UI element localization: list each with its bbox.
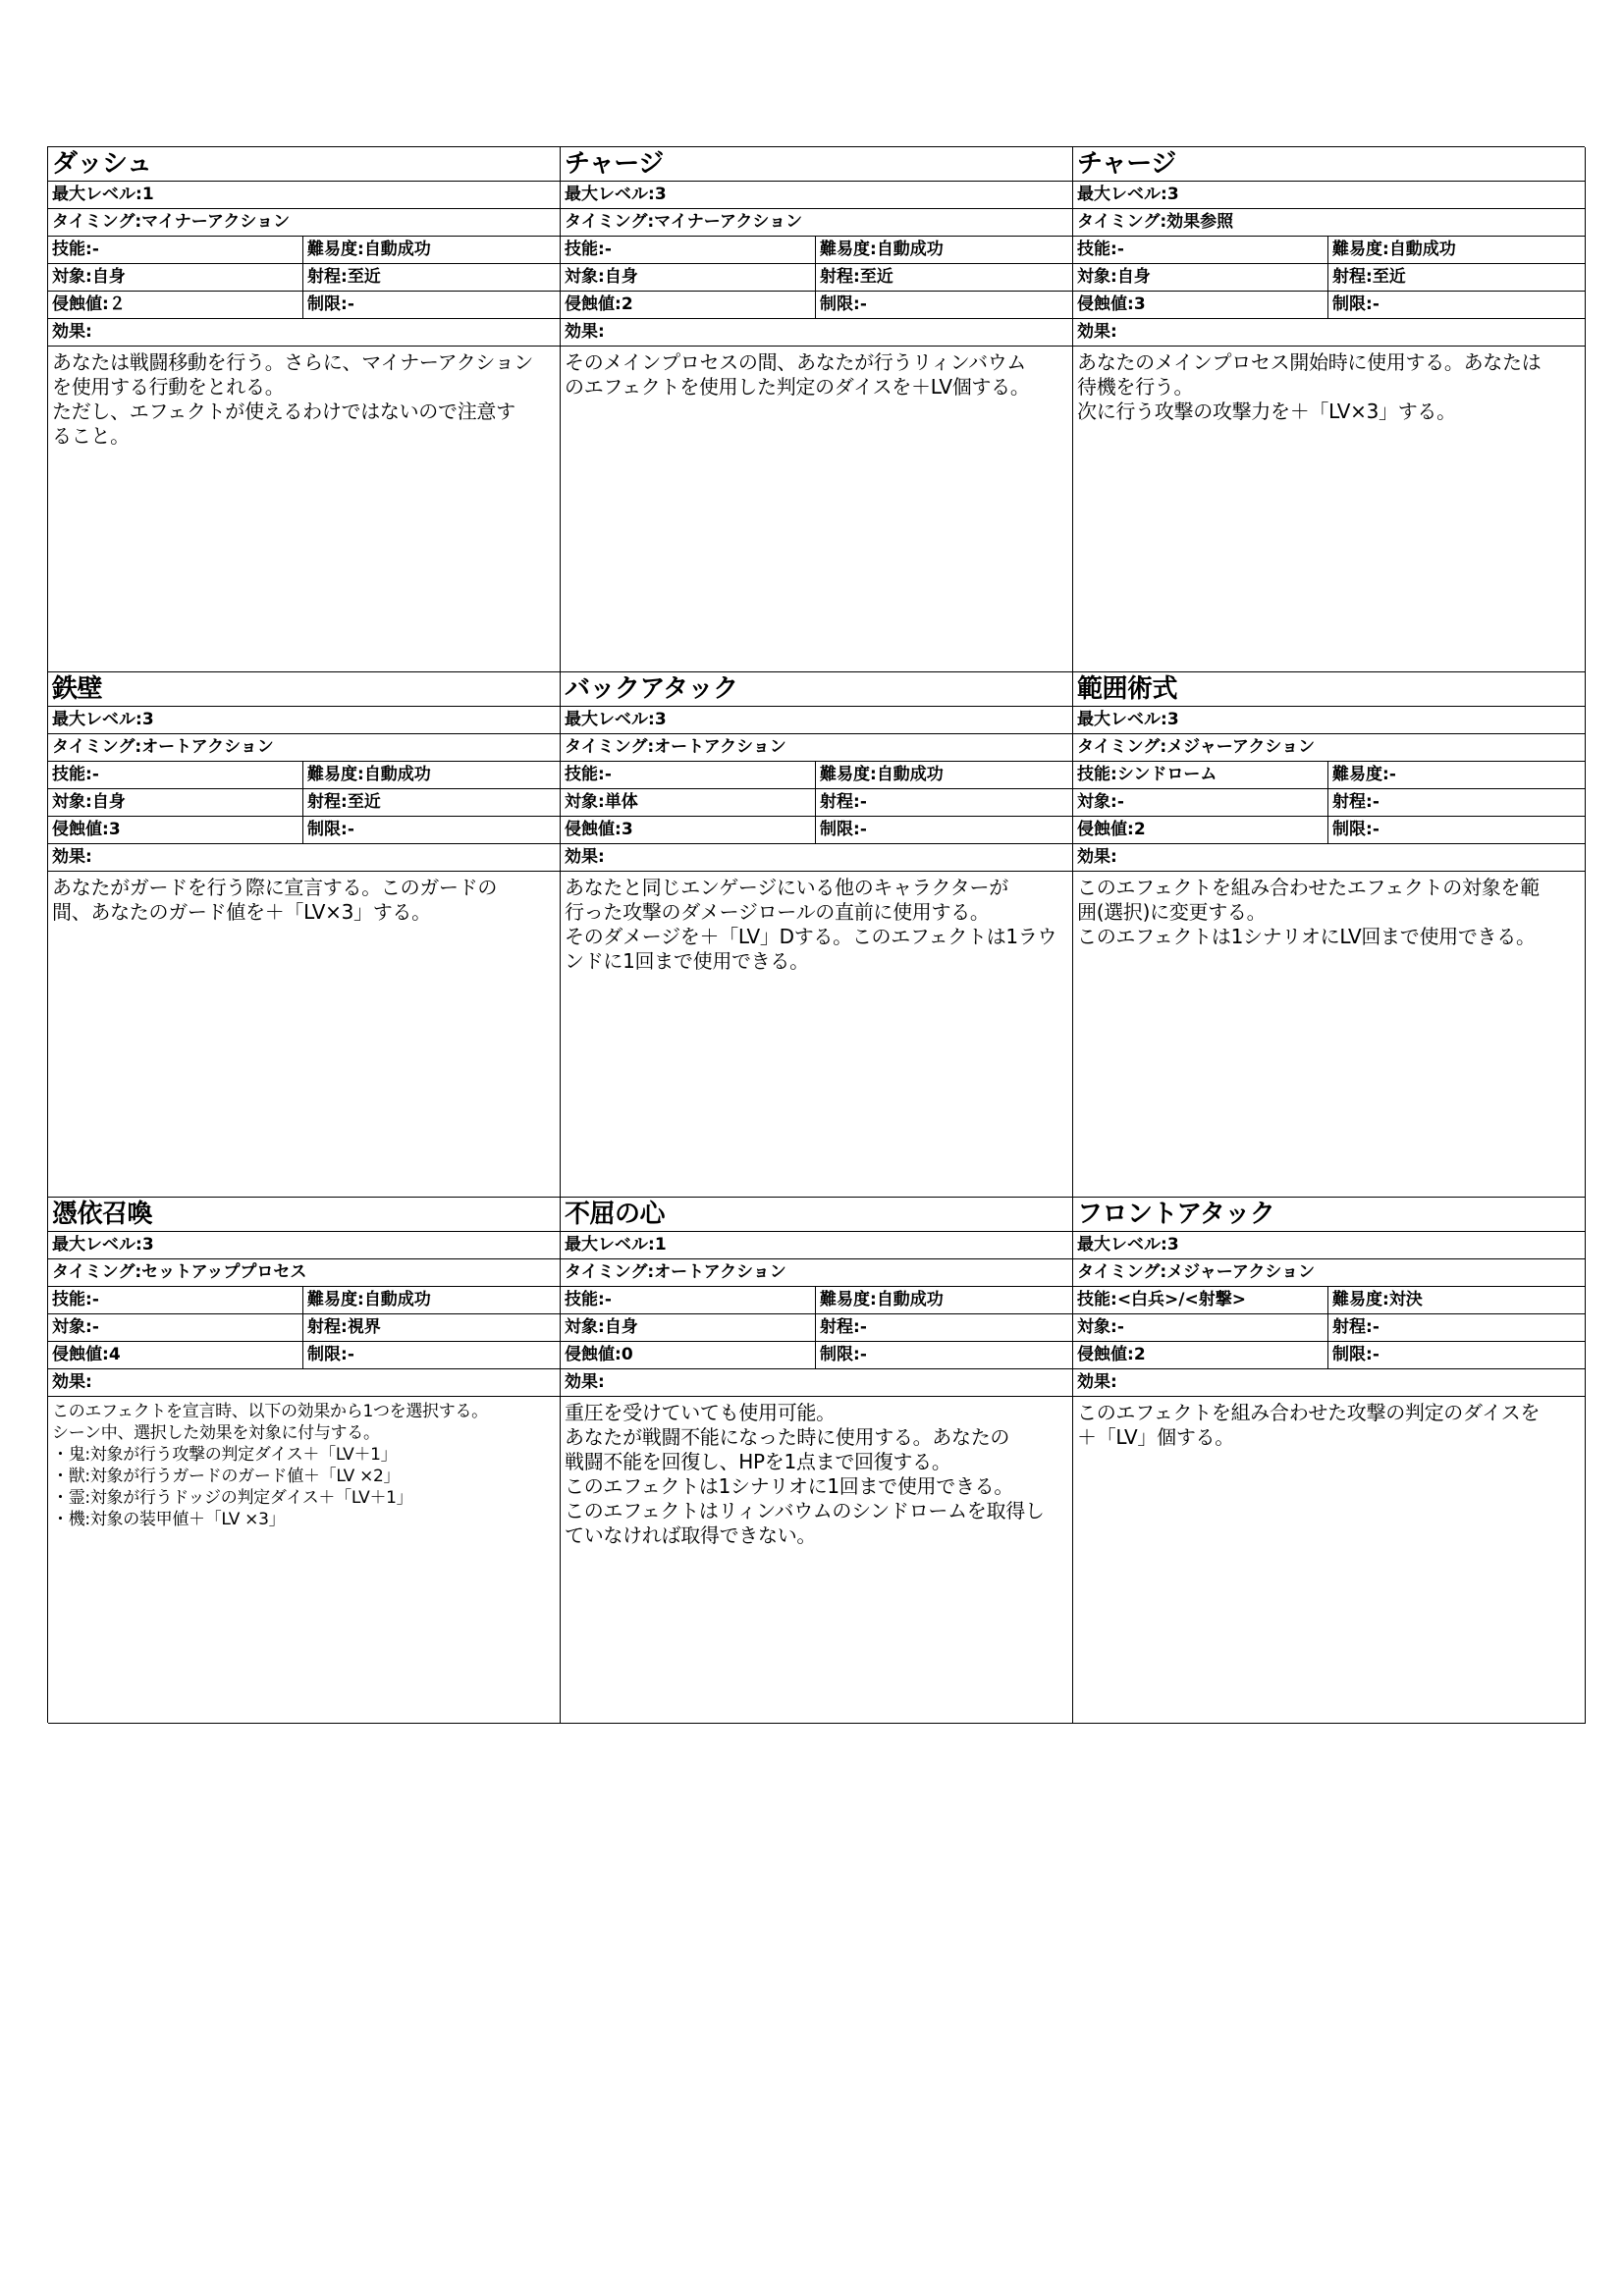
timing-label: タイミング:: [52, 1262, 142, 1282]
erosion-label: 侵蝕値:: [1077, 1345, 1134, 1364]
max-level-label: 最大レベル:: [1077, 710, 1167, 729]
timing-value: メジャーアクション: [1166, 737, 1316, 757]
skill-value: -: [91, 1290, 99, 1309]
difficulty-label: 難易度:: [307, 1290, 364, 1309]
max-level-value: 3: [141, 1235, 154, 1255]
range-label: 射程:: [820, 1317, 860, 1337]
difficulty-value: 自動成功: [363, 1290, 431, 1309]
restriction-label: 制限:: [820, 820, 860, 839]
erosion-value: 3: [621, 820, 633, 839]
skill-difficulty-row: [561, 762, 1072, 789]
target-label: 対象:: [565, 792, 605, 812]
max-level-row: [48, 182, 560, 209]
target-label: 対象:: [1077, 267, 1117, 287]
effect-description: あなたと同じエンゲージにいる他のキャラクターが 行った攻撃のダメージロールの直前に使用する。 そのダメージを＋「LV」Dする。このエフェクトは1ラウ ンドに1回まで使用できる。: [565, 876, 1057, 973]
skill-difficulty-row: [1073, 1287, 1585, 1314]
skill-value: -: [91, 240, 99, 259]
timing-value: マイナーアクション: [654, 212, 803, 232]
restriction-value: -: [347, 1345, 354, 1364]
erosion-value: 3: [108, 820, 121, 839]
skill-label: 技能:: [565, 1290, 605, 1309]
timing-label: タイミング:: [1077, 212, 1167, 232]
skill-difficulty-row: [48, 762, 560, 789]
erosion-restriction-row: [561, 292, 1072, 319]
target-range-row: [1073, 264, 1585, 292]
restriction-label: 制限:: [307, 294, 348, 314]
effect-name: 憑依召喚: [48, 1198, 560, 1232]
skill-difficulty-row: [1073, 237, 1585, 264]
max-level-value: 1: [141, 185, 154, 204]
erosion-value: 3: [1133, 294, 1146, 314]
effect-card: [1073, 672, 1586, 1198]
timing-row: [48, 734, 560, 762]
effect-header-row: [561, 319, 1072, 347]
effect-header-row: [1073, 844, 1585, 872]
erosion-label: 侵蝕値:: [565, 820, 622, 839]
restriction-label: 制限:: [307, 820, 348, 839]
target-value: -: [1116, 1317, 1124, 1337]
erosion-restriction-row: [1073, 1342, 1585, 1369]
restriction-label: 制限:: [307, 1345, 348, 1364]
effect-header-row: [1073, 319, 1585, 347]
effect-sheet: [47, 146, 1585, 1723]
restriction-value: -: [859, 820, 867, 839]
effect-label: 効果:: [1077, 1372, 1117, 1392]
range-label: 射程:: [307, 267, 348, 287]
timing-row: [1073, 1259, 1585, 1287]
erosion-restriction-row: [1073, 292, 1585, 319]
range-value: 視界: [347, 1317, 381, 1337]
effect-label: 効果:: [52, 322, 92, 342]
difficulty-value: 自動成功: [1388, 240, 1456, 259]
target-label: 対象:: [52, 267, 92, 287]
max-level-value: 3: [654, 185, 667, 204]
skill-difficulty-row: [48, 237, 560, 264]
max-level-label: 最大レベル:: [52, 710, 142, 729]
erosion-restriction-row: [48, 817, 560, 844]
restriction-label: 制限:: [1332, 294, 1373, 314]
erosion-restriction-row: [1073, 817, 1585, 844]
max-level-label: 最大レベル:: [1077, 1235, 1167, 1255]
effect-name: フロントアタック: [1073, 1198, 1585, 1232]
target-label: 対象:: [565, 267, 605, 287]
timing-label: タイミング:: [565, 212, 655, 232]
effect-description: このエフェクトを組み合わせた攻撃の判定のダイスを ＋「LV」個する。: [1077, 1401, 1541, 1449]
range-label: 射程:: [1332, 792, 1373, 812]
target-value: 自身: [91, 267, 126, 287]
target-label: 対象:: [1077, 1317, 1117, 1337]
effect-card: [561, 147, 1073, 672]
difficulty-label: 難易度:: [820, 240, 877, 259]
range-label: 射程:: [820, 267, 860, 287]
effect-label: 効果:: [565, 322, 605, 342]
max-level-label: 最大レベル:: [565, 1235, 655, 1255]
effect-label: 効果:: [1077, 847, 1117, 867]
timing-value: オートアクション: [654, 1262, 786, 1282]
target-label: 対象:: [52, 792, 92, 812]
difficulty-label: 難易度:: [1332, 240, 1389, 259]
max-level-row: [561, 707, 1072, 734]
effect-name: 鉄壁: [48, 672, 560, 707]
effect-header-row: [1073, 1369, 1585, 1397]
range-value: -: [859, 1317, 867, 1337]
effect-description: あなたは戦闘移動を行う。さらに、マイナーアクション を使用する行動をとれる。 ただし、エフェクトが使えるわけではないので注意す ること。: [52, 350, 534, 448]
max-level-row: [1073, 707, 1585, 734]
skill-label: 技能:: [1077, 1290, 1117, 1309]
erosion-restriction-row: [561, 817, 1072, 844]
difficulty-value: 自動成功: [363, 240, 431, 259]
max-level-label: 最大レベル:: [52, 1235, 142, 1255]
erosion-value: 0: [621, 1345, 633, 1364]
target-value: 単体: [604, 792, 638, 812]
effect-description: そのメインプロセスの間、あなたが行うリィンバウム のエフェクトを使用した判定のダイスを＋LV個する。: [565, 350, 1030, 399]
skill-value: -: [604, 240, 612, 259]
timing-label: タイミング:: [565, 737, 655, 757]
target-range-row: [48, 1314, 560, 1342]
effect-card: [1073, 147, 1586, 672]
restriction-label: 制限:: [1332, 1345, 1373, 1364]
range-label: 射程:: [307, 1317, 348, 1337]
erosion-label: 侵蝕値:: [1077, 294, 1134, 314]
range-label: 射程:: [1332, 267, 1373, 287]
timing-label: タイミング:: [1077, 1262, 1167, 1282]
effect-description: あなたのメインプロセス開始時に使用する。あなたは 待機を行う。 次に行う攻撃の攻撃力を＋「LV×3」する。: [1077, 350, 1542, 423]
target-range-row: [1073, 789, 1585, 817]
restriction-value: -: [347, 294, 354, 314]
restriction-value: -: [859, 294, 867, 314]
effect-description: このエフェクトを宣言時、以下の効果から1つを選択する。 シーン中、選択した効果を対象に付与する。 ・鬼:対象が行う攻撃の判定ダイス＋「LV＋1」 ・獣:対象が行うガードのガード値＋「LV ×2」 ・霊:対象が行うドッジの判定ダイス＋「LV＋1」 ・機:対象の装甲値＋「LV ×3」: [52, 1402, 488, 1529]
difficulty-label: 難易度:: [820, 765, 877, 784]
skill-value: シンドローム: [1116, 765, 1217, 784]
erosion-value: 2: [1133, 820, 1146, 839]
target-range-row: [1073, 1314, 1585, 1342]
max-level-value: 3: [1166, 1235, 1179, 1255]
restriction-label: 制限:: [1332, 820, 1373, 839]
range-value: 至近: [1372, 267, 1406, 287]
skill-label: 技能:: [1077, 765, 1117, 784]
timing-label: タイミング:: [52, 737, 142, 757]
effect-label: 効果:: [52, 1372, 92, 1392]
effect-header-row: [48, 844, 560, 872]
max-level-value: 3: [1166, 710, 1179, 729]
difficulty-label: 難易度:: [307, 765, 364, 784]
skill-label: 技能:: [565, 765, 605, 784]
skill-label: 技能:: [52, 240, 92, 259]
timing-label: タイミング:: [52, 212, 142, 232]
timing-row: [561, 1259, 1072, 1287]
difficulty-value: 自動成功: [876, 765, 944, 784]
timing-row: [48, 1259, 560, 1287]
max-level-value: 3: [141, 710, 154, 729]
effect-description: このエフェクトを組み合わせたエフェクトの対象を範 囲(選択)に変更する。 このエフェクトは1シナリオにLV回まで使用できる。: [1077, 876, 1540, 948]
restriction-value: -: [1372, 294, 1380, 314]
restriction-value: -: [1372, 820, 1380, 839]
timing-value: 効果参照: [1166, 212, 1234, 232]
max-level-label: 最大レベル:: [565, 185, 655, 204]
difficulty-value: 自動成功: [876, 240, 944, 259]
target-range-row: [561, 264, 1072, 292]
difficulty-label: 難易度:: [1332, 1290, 1389, 1309]
effect-header-row: [48, 1369, 560, 1397]
restriction-label: 制限:: [820, 294, 860, 314]
difficulty-value: 対決: [1388, 1290, 1423, 1309]
skill-value: -: [604, 765, 612, 784]
timing-label: タイミング:: [1077, 737, 1167, 757]
range-value: -: [1372, 792, 1380, 812]
erosion-label: 侵蝕値:: [565, 294, 622, 314]
effect-card: [48, 147, 561, 672]
effect-name: チャージ: [1073, 147, 1585, 182]
effect-description: 重圧を受けていても使用可能。 あなたが戦闘不能になった時に使用する。あなたの 戦闘不能を回復し、HPを1点まで回復する。 このエフェクトは1シナリオに1回まで使用できる。 このエフェクトはリィンバウムのシンドロームを取得し ていなければ取得できない。: [565, 1401, 1045, 1547]
skill-label: 技能:: [565, 240, 605, 259]
restriction-value: -: [859, 1345, 867, 1364]
effect-name: チャージ: [561, 147, 1072, 182]
skill-difficulty-row: [561, 237, 1072, 264]
range-value: 至近: [859, 267, 893, 287]
target-value: 自身: [1116, 267, 1151, 287]
range-value: -: [1372, 1317, 1380, 1337]
skill-difficulty-row: [1073, 762, 1585, 789]
erosion-value: 4: [108, 1345, 121, 1364]
erosion-value: ２: [108, 294, 126, 314]
difficulty-label: 難易度:: [1332, 765, 1389, 784]
effect-name: 不屈の心: [561, 1198, 1072, 1232]
max-level-value: 3: [1166, 185, 1179, 204]
timing-value: オートアクション: [141, 737, 274, 757]
timing-row: [561, 209, 1072, 237]
effect-label: 効果:: [52, 847, 92, 867]
effect-header-row: [48, 319, 560, 347]
target-value: 自身: [604, 1317, 638, 1337]
restriction-label: 制限:: [820, 1345, 860, 1364]
timing-value: セットアッププロセス: [141, 1262, 307, 1282]
max-level-label: 最大レベル:: [1077, 185, 1167, 204]
target-range-row: [48, 789, 560, 817]
max-level-row: [561, 182, 1072, 209]
effect-name: バックアタック: [561, 672, 1072, 707]
target-value: -: [1116, 792, 1124, 812]
max-level-row: [48, 1232, 560, 1259]
effect-name: 範囲術式: [1073, 672, 1585, 707]
erosion-restriction-row: [48, 292, 560, 319]
max-level-label: 最大レベル:: [52, 185, 142, 204]
timing-value: マイナーアクション: [141, 212, 291, 232]
erosion-label: 侵蝕値:: [565, 1345, 622, 1364]
range-value: 至近: [347, 792, 381, 812]
erosion-value: 2: [1133, 1345, 1146, 1364]
effect-label: 効果:: [1077, 322, 1117, 342]
effect-label: 効果:: [565, 847, 605, 867]
skill-value: -: [1116, 240, 1124, 259]
effect-card: [1073, 1198, 1586, 1724]
effect-card: [48, 672, 561, 1198]
erosion-label: 侵蝕値:: [1077, 820, 1134, 839]
max-level-row: [1073, 182, 1585, 209]
timing-label: タイミング:: [565, 1262, 655, 1282]
erosion-label: 侵蝕値:: [52, 1345, 109, 1364]
effect-header-row: [561, 1369, 1072, 1397]
range-value: -: [859, 792, 867, 812]
skill-value: -: [604, 1290, 612, 1309]
max-level-row: [48, 707, 560, 734]
max-level-row: [561, 1232, 1072, 1259]
restriction-value: -: [1372, 1345, 1380, 1364]
target-range-row: [561, 789, 1072, 817]
difficulty-value: -: [1388, 765, 1396, 784]
target-value: 自身: [604, 267, 638, 287]
effect-card: [48, 1198, 561, 1724]
erosion-restriction-row: [561, 1342, 1072, 1369]
effect-description: あなたがガードを行う際に宣言する。このガードの 間、あなたのガード値を＋「LV×3」する。: [52, 876, 498, 924]
restriction-value: -: [347, 820, 354, 839]
skill-difficulty-row: [561, 1287, 1072, 1314]
timing-row: [561, 734, 1072, 762]
effect-header-row: [561, 844, 1072, 872]
erosion-label: 侵蝕値:: [52, 294, 109, 314]
timing-value: オートアクション: [654, 737, 786, 757]
erosion-value: 2: [621, 294, 633, 314]
timing-value: メジャーアクション: [1166, 1262, 1316, 1282]
effect-label: 効果:: [565, 1372, 605, 1392]
timing-row: [1073, 734, 1585, 762]
skill-label: 技能:: [1077, 240, 1117, 259]
skill-label: 技能:: [52, 765, 92, 784]
target-value: 自身: [91, 792, 126, 812]
difficulty-label: 難易度:: [820, 1290, 877, 1309]
difficulty-value: 自動成功: [876, 1290, 944, 1309]
timing-row: [1073, 209, 1585, 237]
effect-card: [561, 1198, 1073, 1724]
skill-difficulty-row: [48, 1287, 560, 1314]
max-level-label: 最大レベル:: [565, 710, 655, 729]
range-label: 射程:: [307, 792, 348, 812]
range-label: 射程:: [1332, 1317, 1373, 1337]
target-value: -: [91, 1317, 99, 1337]
skill-label: 技能:: [52, 1290, 92, 1309]
effect-card: [561, 672, 1073, 1198]
difficulty-label: 難易度:: [307, 240, 364, 259]
erosion-label: 侵蝕値:: [52, 820, 109, 839]
target-label: 対象:: [1077, 792, 1117, 812]
skill-value: <白兵>/<射撃>: [1116, 1290, 1246, 1309]
timing-row: [48, 209, 560, 237]
target-range-row: [48, 264, 560, 292]
effect-name: ダッシュ: [48, 147, 560, 182]
difficulty-value: 自動成功: [363, 765, 431, 784]
erosion-restriction-row: [48, 1342, 560, 1369]
max-level-value: 1: [654, 1235, 667, 1255]
target-range-row: [561, 1314, 1072, 1342]
target-label: 対象:: [565, 1317, 605, 1337]
range-value: 至近: [347, 267, 381, 287]
range-label: 射程:: [820, 792, 860, 812]
skill-value: -: [91, 765, 99, 784]
max-level-row: [1073, 1232, 1585, 1259]
target-label: 対象:: [52, 1317, 92, 1337]
max-level-value: 3: [654, 710, 667, 729]
